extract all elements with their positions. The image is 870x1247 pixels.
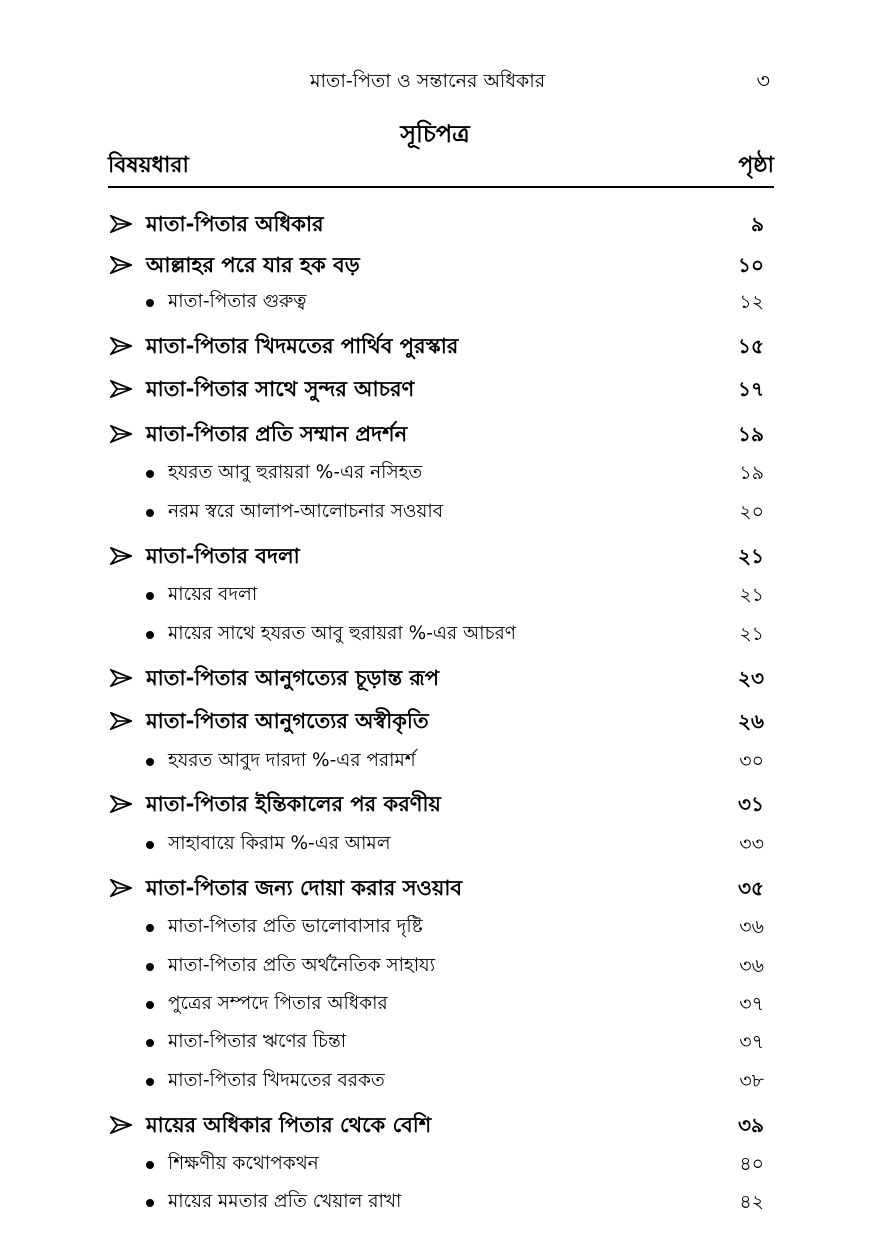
toc-title: সূচিপত্র: [400, 120, 470, 148]
entry-page-number: ২১: [738, 544, 764, 568]
entry-page-number: ৩৭: [739, 1031, 764, 1053]
arrow-bullet-icon: [110, 256, 132, 274]
page-column-header: পৃষ্ঠা: [738, 153, 774, 178]
entry-page-number: ৩৭: [739, 993, 764, 1015]
arrow-bullet-icon: [110, 712, 132, 730]
entry-title: মাতা-পিতার গুরুত্ব: [168, 291, 307, 312]
running-title: মাতা-পিতা ও সন্তানের অধিকার: [310, 70, 546, 92]
toc-chapter-entry: [108, 371, 764, 407]
toc-chapter-entry: [108, 660, 764, 696]
bullet-dot-icon: [146, 631, 154, 639]
entry-title: মাতা-পিতার আনুগত্যের চূড়ান্ত রূপ: [146, 666, 439, 690]
entry-title: মাতা-পিতার খিদমতের বরকত: [168, 1070, 385, 1091]
toc-section-entry: [108, 948, 764, 984]
entry-page-number: ১০: [738, 253, 764, 277]
entry-title: নরম স্বরে আলাপ-আলোচনার সওয়াব: [168, 501, 444, 522]
entry-title: মায়ের বদলা: [168, 584, 258, 605]
arrow-bullet-icon: [110, 337, 132, 355]
entry-title: মাতা-পিতার অধিকার: [146, 212, 324, 236]
entry-title: হযরত আবুদ দারদা %-এর পরামর্শ: [168, 750, 416, 771]
toc-section-entry: [108, 826, 764, 862]
entry-title: মাতা-পিতার জন্য দোয়া করার সওয়াব: [146, 876, 463, 900]
entry-title: মাতা-পিতার প্রতি ভালোবাসার দৃষ্টি: [168, 916, 423, 937]
entry-title: মাতা-পিতার ঋণের চিন্তা: [168, 1031, 347, 1052]
bullet-dot-icon: [146, 963, 154, 971]
bullet-dot-icon: [146, 1078, 154, 1086]
entry-title: মায়ের মমতার প্রতি খেয়াল রাখা: [168, 1191, 402, 1212]
toc-section-entry: [108, 455, 764, 491]
toc-chapter-entry: [108, 538, 764, 574]
entry-title: আল্লাহর পরে যার হক বড়: [146, 253, 360, 277]
entry-title: হযরত আবু হুরায়রা %-এর নসিহত: [168, 462, 423, 483]
toc-section-entry: [108, 1184, 764, 1220]
entry-page-number: ২৩: [737, 666, 764, 690]
toc-chapter-entry: [108, 1107, 764, 1143]
entry-page-number: ৩৬: [739, 916, 764, 938]
toc-section-entry: [108, 1146, 764, 1182]
entry-page-number: ২০: [739, 501, 764, 523]
bullet-dot-icon: [146, 924, 154, 932]
bullet-dot-icon: [146, 1001, 154, 1009]
entry-page-number: ৯: [751, 212, 764, 236]
bullet-dot-icon: [146, 1039, 154, 1047]
toc-section-entry: [108, 1024, 764, 1060]
entry-title: মায়ের অধিকার পিতার থেকে বেশি: [146, 1113, 432, 1137]
bullet-dot-icon: [146, 841, 154, 849]
entry-page-number: ৩৩: [739, 833, 764, 855]
entry-page-number: ৪২: [739, 1191, 764, 1213]
toc-section-entry: [108, 577, 764, 613]
bullet-dot-icon: [146, 758, 154, 766]
arrow-bullet-icon: [110, 879, 132, 897]
bullet-dot-icon: [146, 592, 154, 600]
entry-title: মাতা-পিতার প্রতি সম্মান প্রদর্শন: [146, 422, 408, 446]
entry-title: মায়ের সাথে হযরত আবু হুরায়রা %-এর আচরণ: [168, 623, 516, 644]
arrow-bullet-icon: [110, 1116, 132, 1134]
entry-page-number: ৩৫: [738, 876, 764, 900]
entry-page-number: ২১: [739, 623, 764, 645]
arrow-bullet-icon: [110, 425, 132, 443]
arrow-bullet-icon: [110, 547, 132, 565]
entry-page-number: ১৯: [739, 462, 764, 484]
entry-title: পুত্রের সম্পদে পিতার অধিকার: [168, 993, 388, 1014]
bullet-dot-icon: [146, 509, 154, 517]
toc-section-entry: [108, 1063, 764, 1099]
bullet-dot-icon: [146, 1161, 154, 1169]
arrow-bullet-icon: [110, 380, 132, 398]
entry-page-number: ৩০: [739, 750, 764, 772]
toc-chapter-entry: [108, 786, 764, 822]
entry-page-number: ২১: [739, 584, 764, 606]
toc-chapter-entry: [108, 247, 764, 283]
entry-title: সাহাবায়ে কিরাম %-এর আমল: [168, 833, 391, 854]
entry-title: মাতা-পিতার আনুগত্যের অস্বীকৃতি: [146, 709, 429, 733]
toc-chapter-entry: [108, 328, 764, 364]
entry-page-number: ১৯: [738, 422, 764, 446]
entry-page-number: ১৭: [738, 377, 764, 401]
toc-chapter-entry: [108, 416, 764, 452]
topic-column-header: বিষয়ধারা: [108, 153, 189, 178]
entry-title: মাতা-পিতার সাথে সুন্দর আচরণ: [146, 377, 415, 401]
toc-section-entry: [108, 986, 764, 1022]
toc-chapter-entry: [108, 703, 764, 739]
arrow-bullet-icon: [110, 669, 132, 687]
entry-page-number: ১২: [739, 291, 764, 313]
bullet-dot-icon: [146, 1199, 154, 1207]
arrow-bullet-icon: [110, 215, 132, 233]
entry-title: মাতা-পিতার ইন্তিকালের পর করণীয়: [146, 792, 441, 816]
entry-title: মাতা-পিতার প্রতি অর্থনৈতিক সাহায্য: [168, 955, 436, 976]
bullet-dot-icon: [146, 299, 154, 307]
entry-page-number: ১৫: [738, 334, 764, 358]
entry-page-number: ৩৯: [738, 1113, 764, 1137]
entry-page-number: ৩৮: [739, 1070, 764, 1092]
bullet-dot-icon: [146, 470, 154, 478]
toc-section-entry: [108, 616, 764, 652]
entry-title: মাতা-পিতার বদলা: [146, 544, 300, 568]
entry-title: মাতা-পিতার খিদমতের পার্থিব পুরস্কার: [146, 334, 459, 358]
entry-title: শিক্ষণীয় কথোপকথন: [168, 1153, 319, 1174]
toc-section-entry: [108, 909, 764, 945]
toc-chapter-entry: [108, 206, 764, 242]
toc-chapter-entry: [108, 870, 764, 906]
entry-page-number: ২৬: [737, 709, 764, 733]
toc-section-entry: [108, 284, 764, 320]
arrow-bullet-icon: [110, 795, 132, 813]
entry-page-number: ৪০: [739, 1153, 764, 1175]
entry-page-number: ৩৬: [739, 955, 764, 977]
page-number: ৩: [756, 69, 770, 93]
entry-page-number: ৩১: [738, 792, 764, 816]
toc-section-entry: [108, 743, 764, 779]
toc-section-entry: [108, 494, 764, 530]
